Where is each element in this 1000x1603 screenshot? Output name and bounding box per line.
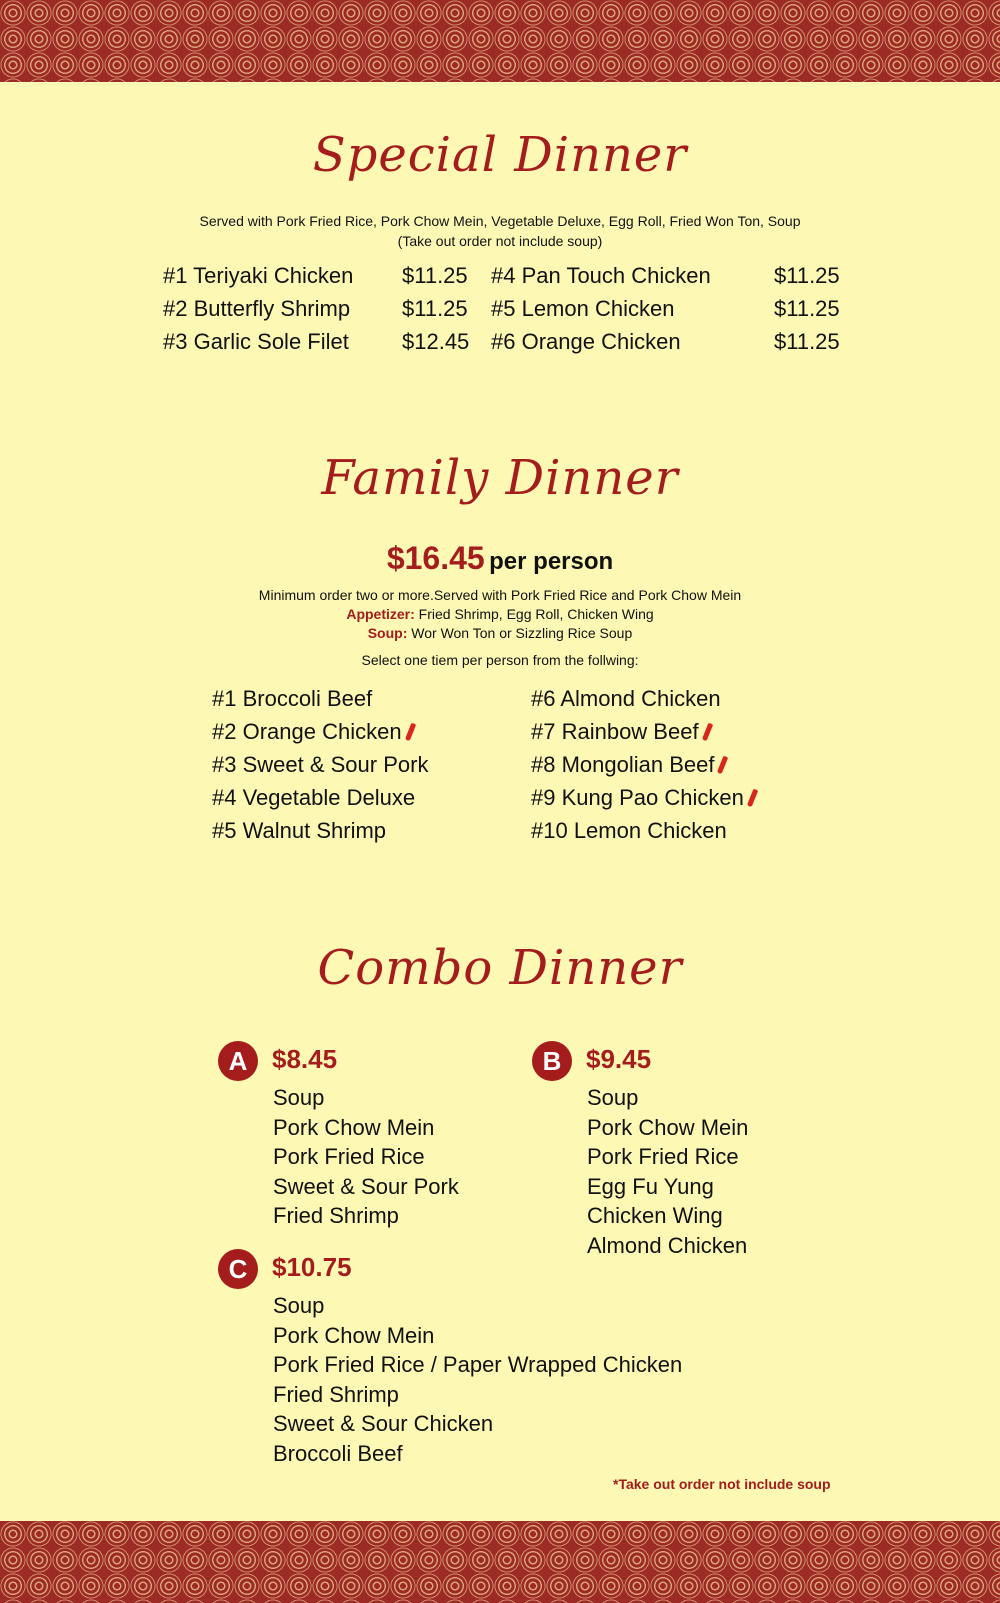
special-item-5: #5 Lemon Chicken <box>491 296 675 321</box>
family-item-2 <box>212 719 413 745</box>
family-item-label: #1 Broccoli Beef <box>212 686 373 711</box>
family-item-label: #9 Kung Pao Chicken <box>531 785 744 810</box>
special-price-1: $11.25 <box>402 263 468 288</box>
family-item-label: #2 Orange Chicken <box>212 719 402 744</box>
special-item-3: #3 Garlic Sole Filet <box>163 329 349 354</box>
special-takeout-note: (Take out order not include soup) <box>397 233 603 249</box>
special-dinner-title: Special Dinner <box>312 127 688 183</box>
family-item-label: #4 Vegetable Deluxe <box>212 785 416 810</box>
special-price-2: $11.25 <box>402 296 468 321</box>
chili-pepper-icon <box>717 756 728 775</box>
family-select-note: Select one tiem per person from the follwing: <box>361 652 639 668</box>
special-price-3: $12.45 <box>402 329 470 354</box>
list-item: Soup <box>273 1085 325 1110</box>
special-item-6: #6 Orange Chicken <box>491 329 681 354</box>
family-item-3 <box>212 752 428 778</box>
soup-label: Soup: <box>367 625 408 641</box>
top-border-pattern <box>0 0 1000 82</box>
family-item-4 <box>212 785 415 811</box>
combo-c-badge: C <box>218 1249 258 1289</box>
soup-text: Wor Won Ton or Sizzling Rice Soup <box>411 625 633 641</box>
family-item-label: #5 Walnut Shrimp <box>212 818 387 843</box>
family-soup-line <box>0 624 1000 643</box>
family-item-1 <box>212 686 372 712</box>
list-item: Sweet & Sour Pork <box>273 1173 459 1199</box>
combo-a-price: $8.45 <box>272 1044 338 1074</box>
family-item-6 <box>531 686 721 712</box>
combo-a-badge: A <box>218 1041 258 1081</box>
family-price-line <box>0 540 1000 577</box>
combo-a-list <box>273 1083 459 1231</box>
special-served-with: Served with Pork Fried Rice, Pork Chow Mein, Vegetable Deluxe, Egg Roll, Fried Won Ton, Soup <box>199 213 801 229</box>
special-item-4: #4 Pan Touch Chicken <box>491 263 711 288</box>
appetizer-text: Fried Shrimp, Egg Roll, Chicken Wing <box>418 606 654 622</box>
combo-c-list <box>273 1291 682 1468</box>
special-price-4: $11.25 <box>774 263 840 288</box>
list-item: Chicken Wing <box>587 1203 723 1228</box>
special-price-6: $11.25 <box>774 329 840 354</box>
special-item-1: #1 Teriyaki Chicken <box>163 263 354 288</box>
list-item: Egg Fu Yung <box>587 1173 714 1199</box>
list-item: Pork Chow Mein <box>273 1322 435 1348</box>
special-price-5: $11.25 <box>774 296 840 321</box>
special-item-2: #2 Butterfly Shrimp <box>163 296 351 321</box>
bottom-border-pattern <box>0 1521 1000 1603</box>
combo-b-badge: B <box>532 1041 572 1081</box>
list-item: Soup <box>273 1293 325 1318</box>
chili-pepper-icon <box>701 723 712 742</box>
combo-b-list <box>587 1083 748 1260</box>
list-item: Pork Fried Rice / Paper Wrapped Chicken <box>273 1352 683 1377</box>
combo-b-price: $9.45 <box>586 1044 652 1074</box>
list-item: Broccoli Beef <box>273 1440 403 1466</box>
family-per-person: per person <box>489 548 614 575</box>
family-item-5 <box>212 818 386 844</box>
combo-dinner-title: Combo Dinner <box>317 940 683 996</box>
chili-pepper-icon <box>404 723 415 742</box>
family-item-10 <box>531 818 727 844</box>
list-item: Fried Shrimp <box>273 1203 399 1228</box>
family-minimum: Minimum order two or more.Served with Pork Fried Rice and Pork Chow Mein <box>258 587 742 603</box>
list-item: Soup <box>587 1085 639 1110</box>
family-price: $16.45 <box>386 540 485 576</box>
family-item-label: #10 Lemon Chicken <box>531 818 727 843</box>
list-item: Pork Fried Rice <box>587 1144 739 1169</box>
family-appetizer-line <box>0 605 1000 624</box>
family-item-9 <box>531 785 755 811</box>
family-item-label: #8 Mongolian Beef <box>531 752 715 777</box>
combo-c-price: $10.75 <box>272 1252 352 1282</box>
list-item: Pork Fried Rice <box>273 1144 425 1169</box>
list-item: Pork Chow Mein <box>587 1114 749 1140</box>
list-item: Fried Shrimp <box>273 1381 399 1407</box>
combo-takeout-note: *Take out order not include soup <box>613 1476 831 1492</box>
family-item-label: #6 Almond Chicken <box>531 686 721 711</box>
list-item: Pork Chow Mein <box>273 1114 435 1140</box>
list-item: Almond Chicken <box>587 1232 748 1258</box>
family-item-7 <box>531 719 710 745</box>
appetizer-label: Appetizer: <box>346 606 415 622</box>
family-item-8 <box>531 752 725 778</box>
family-dinner-title: Family Dinner <box>321 450 679 506</box>
chili-pepper-icon <box>747 789 758 808</box>
family-item-label: #3 Sweet & Sour Pork <box>212 752 429 777</box>
list-item: Sweet & Sour Chicken <box>273 1411 494 1436</box>
family-item-label: #7 Rainbow Beef <box>531 719 699 744</box>
